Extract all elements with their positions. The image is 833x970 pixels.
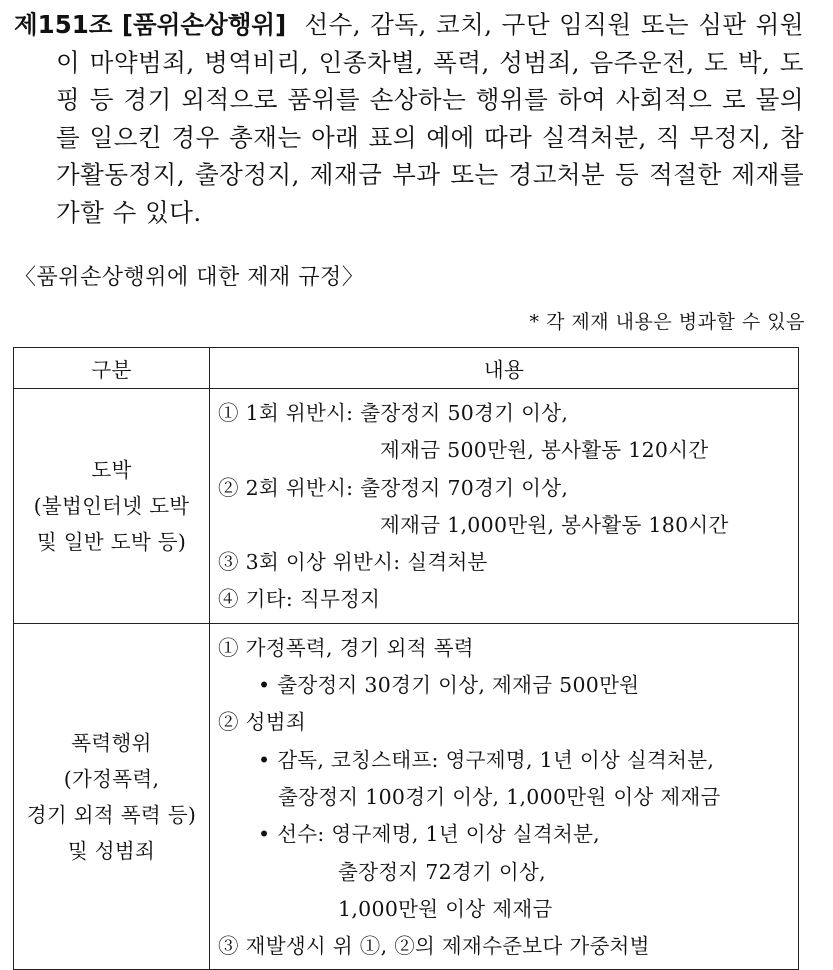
- category-line: 및 성범죄: [67, 838, 156, 863]
- content-line: ① 가정폭력, 경기 외적 폭력: [218, 635, 474, 660]
- content-line: 출장정지 100경기 이상, 1,000만원 이상 제재금: [278, 784, 721, 809]
- content-line: ② 2회 위반시: 출장정지 70경기 이상,: [218, 475, 569, 500]
- article-line: 무정지, 참가활동정지, 출장정지, 제재금 부과 또는 경고처분 등: [56, 122, 804, 189]
- header-content: 내용: [210, 348, 799, 389]
- content-line: ① 1회 위반시: 출장정지 50경기 이상,: [218, 401, 569, 425]
- table-caption: 〈품위손상행위에 대한 제재 규정〉: [14, 265, 365, 290]
- content-line: ③ 3회 이상 위반시: 실격처분: [218, 550, 488, 575]
- content-cell: [210, 623, 799, 970]
- category-line: 도박: [91, 457, 132, 482]
- category-cell: [14, 623, 210, 970]
- category-cell: [14, 389, 210, 624]
- header-category: 구분: [14, 348, 210, 389]
- content-line: ② 성범죄: [218, 710, 306, 735]
- article-line: 로 물의를 일으킨 경우 총재는 아래 표의 예에 따라 실격처분, 직: [56, 85, 805, 152]
- table-note: * 각 제재 내용은 병과할 수 있음: [529, 311, 805, 333]
- content-line: 제재금 500만원, 봉사활동 120시간: [380, 438, 709, 463]
- content-bullet: • 감독, 코칭스태프: 영구제명, 1년 이상 실격처분,: [258, 747, 715, 772]
- category-line: (불법인터넷 도박: [33, 493, 190, 518]
- content-line: 제재금 1,000만원, 봉사활동 180시간: [380, 512, 729, 537]
- article-line: 선수, 감독, 코치, 구단 임직원 또는 심판: [304, 10, 747, 39]
- content-line: 1,000만원 이상 제재금: [338, 896, 553, 921]
- content-cell: [210, 389, 799, 624]
- content-line: 출장정지 72경기 이상,: [338, 859, 546, 884]
- content-bullet: • 출장정지 30경기 이상, 제재금 500만원: [258, 673, 640, 698]
- content-bullet: • 선수: 영구제명, 1년 이상 실격처분,: [258, 822, 600, 847]
- article-line: 박, 도핑 등 경기 외적으로 품위를 손상하는 행위를 하여 사회적으: [56, 47, 804, 114]
- article-title: 제151조 [품위손상행위]: [14, 10, 287, 39]
- content-line: ④ 기타: 직무정지: [218, 587, 381, 612]
- category-line: 및 일반 도박 등): [36, 529, 187, 554]
- article-151: [14, 6, 804, 231]
- table-row: [14, 389, 799, 624]
- article-line: 적절한 제재를 가할 수 있다.: [56, 160, 805, 227]
- content-line: ③ 재발생시 위 ①, ②의 제재수준보다 가중처벌: [218, 934, 650, 959]
- sanction-table: [13, 347, 799, 970]
- table-row: [14, 623, 799, 970]
- category-line: 폭력행위: [71, 730, 152, 755]
- table-header-row: [14, 348, 799, 389]
- article-line: 위원이 마약범죄, 병역비리, 인종차별, 폭력, 성범죄, 음주운전, 도: [56, 10, 804, 77]
- category-line: (가정폭력,: [63, 766, 160, 791]
- category-line: 경기 외적 폭력 등): [26, 802, 197, 827]
- article-paragraph: [14, 6, 804, 231]
